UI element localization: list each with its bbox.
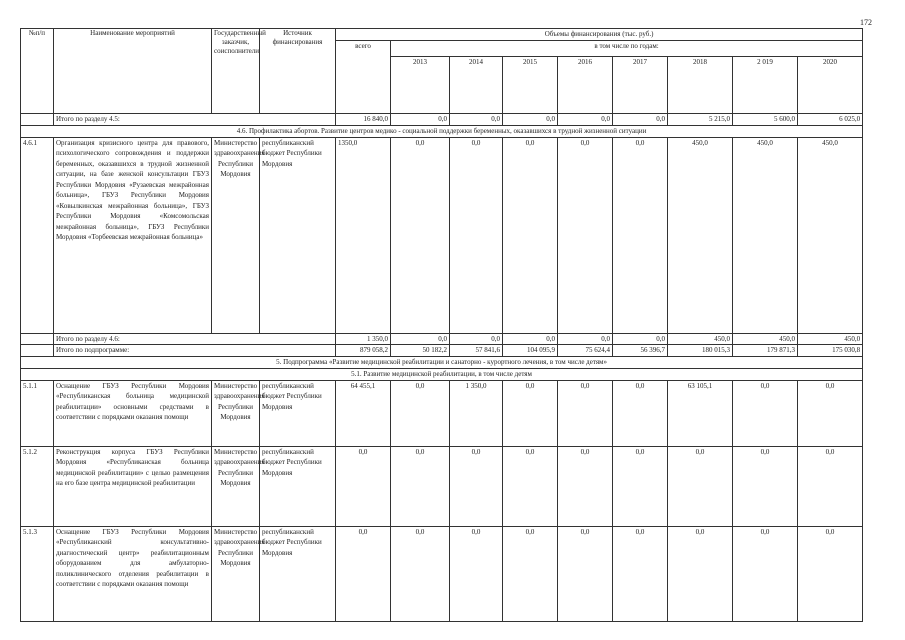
year-value: 6 025,0 xyxy=(798,114,863,126)
item-source: республиканский бюджет Республики Мордовия xyxy=(260,380,336,446)
year-value: 0,0 xyxy=(391,380,450,446)
year-value: 0,0 xyxy=(503,380,558,446)
subprogram-row-5 xyxy=(21,356,863,368)
year-value: 5 215,0 xyxy=(668,114,733,126)
header-total: всего xyxy=(336,41,391,114)
item-source: республиканский бюджет Республики Мордовия xyxy=(260,137,336,333)
total-value: 1 350,0 xyxy=(336,333,391,345)
item-name: Организация кризисного центра для правового, психологического сопровождения и поддержки беременных, оказавшихся в трудной жизненной ситуации, на базе женской консультации ГБУЗ Республики Мордовия «Рузаевская межрайонная больница», ГБУЗ Республики Мордовия «Ковылкинская межрайонная больница», ГБУЗ Республики Мордовия «Комсомольская межрайонная больница», ГБУЗ Республики Мордовия «Торбеевская межрайонная больница» xyxy=(54,137,212,333)
year-value: 0,0 xyxy=(391,526,450,621)
year-value: 75 624,4 xyxy=(558,345,613,357)
year-cell: 2014 xyxy=(450,57,503,114)
year-value: 0,0 xyxy=(613,137,668,333)
year-value: 0,0 xyxy=(798,380,863,446)
year-value: 0,0 xyxy=(503,137,558,333)
page-number: 172 xyxy=(860,18,872,27)
header-by-years: в том числе по годам: xyxy=(391,41,863,57)
year-value: 0,0 xyxy=(613,333,668,345)
year-value: 0,0 xyxy=(558,526,613,621)
item-num: 5.1.1 xyxy=(21,380,54,446)
item-name: Реконструкция корпуса ГБУЗ Республики Мордовия «Республиканская больница медицинской реабилитации» с целью размещения на его базе центра медицинской реабилитации xyxy=(54,446,212,526)
year-value: 0,0 xyxy=(558,137,613,333)
year-value: 0,0 xyxy=(391,446,450,526)
year-value: 104 095,9 xyxy=(503,345,558,357)
item-customer: Министерство здравоохранения Республики Мордовия xyxy=(212,526,260,621)
subprogram-title: 5. Подпрограмма «Развитие медицинской реабилитации и санаторно - курортного лечения, в том числе детям» xyxy=(21,356,863,368)
year-value: 56 396,7 xyxy=(613,345,668,357)
year-value: 0,0 xyxy=(733,380,798,446)
year-value: 0,0 xyxy=(733,526,798,621)
header-volumes: Объемы финансирования (тыс. руб.) xyxy=(336,29,863,41)
year-value: 57 841,6 xyxy=(450,345,503,357)
header-row xyxy=(21,29,863,41)
year-value: 0,0 xyxy=(503,526,558,621)
year-value: 0,0 xyxy=(668,526,733,621)
item-num: 4.6.1 xyxy=(21,137,54,333)
year-value: 0,0 xyxy=(503,114,558,126)
item-source: республиканский бюджет Республики Мордовия xyxy=(260,446,336,526)
year-value: 0,0 xyxy=(558,114,613,126)
item-name: Оснащение ГБУЗ Республики Мордовия «Республиканский консультативно-диагностический центр» реабилитационным оборудованием для амбулаторно-поликлинического отделения реабилитации в соответствии с порядками оказания помощи xyxy=(54,526,212,621)
year-cell: 2013 xyxy=(391,57,450,114)
header-source: Источник финансирования xyxy=(260,29,336,114)
year-value: 180 015,3 xyxy=(668,345,733,357)
year-value: 0,0 xyxy=(798,526,863,621)
header-num: №п/п xyxy=(21,29,54,114)
year-value: 450,0 xyxy=(668,137,733,333)
year-value: 5 600,0 xyxy=(733,114,798,126)
total-label: Итого по разделу 4.5: xyxy=(54,114,336,126)
year-cell: 2015 xyxy=(503,57,558,114)
year-value: 0,0 xyxy=(450,137,503,333)
year-value: 0,0 xyxy=(450,526,503,621)
year-value: 450,0 xyxy=(733,333,798,345)
year-value: 179 871,3 xyxy=(733,345,798,357)
year-cell: 2017 xyxy=(613,57,668,114)
year-value: 0,0 xyxy=(613,526,668,621)
total-label: Итого по разделу 4.6: xyxy=(54,333,336,345)
year-value: 175 030,8 xyxy=(798,345,863,357)
year-value: 450,0 xyxy=(668,333,733,345)
total-value: 879 058,2 xyxy=(336,345,391,357)
table-row-total-4-6 xyxy=(21,333,863,345)
year-value: 0,0 xyxy=(558,380,613,446)
table-row-5-1-2 xyxy=(21,446,863,526)
year-value: 0,0 xyxy=(558,333,613,345)
year-value: 0,0 xyxy=(391,114,450,126)
year-value: 450,0 xyxy=(798,137,863,333)
table-row-4-6-1 xyxy=(21,137,863,333)
year-value: 0,0 xyxy=(391,333,450,345)
year-cell: 2020 xyxy=(798,57,863,114)
year-cell: 2 019 xyxy=(733,57,798,114)
year-value: 0,0 xyxy=(558,446,613,526)
item-num: 5.1.2 xyxy=(21,446,54,526)
year-value: 0,0 xyxy=(613,446,668,526)
table-row-total-4-5 xyxy=(21,114,863,126)
item-name: Оснащение ГБУЗ Республики Мордовия «Республиканская больница медицинской реабилитации» основными средствами в соответствии с порядками оказания помощи xyxy=(54,380,212,446)
year-value: 450,0 xyxy=(798,333,863,345)
header-customer: Государственный заказчик, соисполнители xyxy=(212,29,260,114)
year-value: 63 105,1 xyxy=(668,380,733,446)
item-num: 5.1.3 xyxy=(21,526,54,621)
section-title: 4.6. Профилактика абортов. Развитие центров медико - социальной поддержки беременных, оказавшихся в трудной жизненной ситуации xyxy=(21,125,863,137)
year-value: 0,0 xyxy=(503,446,558,526)
year-value: 0,0 xyxy=(503,333,558,345)
year-value: 50 182,2 xyxy=(391,345,450,357)
year-value: 0,0 xyxy=(450,333,503,345)
year-cell: 2018 xyxy=(668,57,733,114)
item-total: 0,0 xyxy=(336,526,391,621)
item-source: республиканский бюджет Республики Мордовия xyxy=(260,526,336,621)
item-total: 0,0 xyxy=(336,446,391,526)
year-value: 0,0 xyxy=(733,446,798,526)
year-value: 0,0 xyxy=(613,114,668,126)
table-row-total-subprogram xyxy=(21,345,863,357)
year-value: 0,0 xyxy=(613,380,668,446)
year-value: 0,0 xyxy=(668,446,733,526)
header-name: Наименование мероприятий xyxy=(54,29,212,114)
year-value: 0,0 xyxy=(391,137,450,333)
table-row-5-1-1 xyxy=(21,380,863,446)
total-label: Итого по подпрограмме: xyxy=(54,345,336,357)
item-customer: Министерство здравоохранения Республики Мордовия xyxy=(212,380,260,446)
total-value: 16 840,0 xyxy=(336,114,391,126)
item-customer: Министерство здравоохранения Республики Мордовия xyxy=(212,137,260,333)
section-title: 5.1. Развитие медицинской реабилитации, в том числе детям xyxy=(21,368,863,380)
financing-table xyxy=(20,28,863,622)
section-row-5-1 xyxy=(21,368,863,380)
year-value: 0,0 xyxy=(798,446,863,526)
item-total: 64 455,1 xyxy=(336,380,391,446)
year-value: 450,0 xyxy=(733,137,798,333)
item-customer: Министерство здравоохранения Республики Мордовия xyxy=(212,446,260,526)
section-row-4-6 xyxy=(21,125,863,137)
year-value: 0,0 xyxy=(450,446,503,526)
year-value: 1 350,0 xyxy=(450,380,503,446)
year-value: 0,0 xyxy=(450,114,503,126)
table-row-5-1-3 xyxy=(21,526,863,621)
year-cell: 2016 xyxy=(558,57,613,114)
item-total: 1350,0 xyxy=(336,137,391,333)
